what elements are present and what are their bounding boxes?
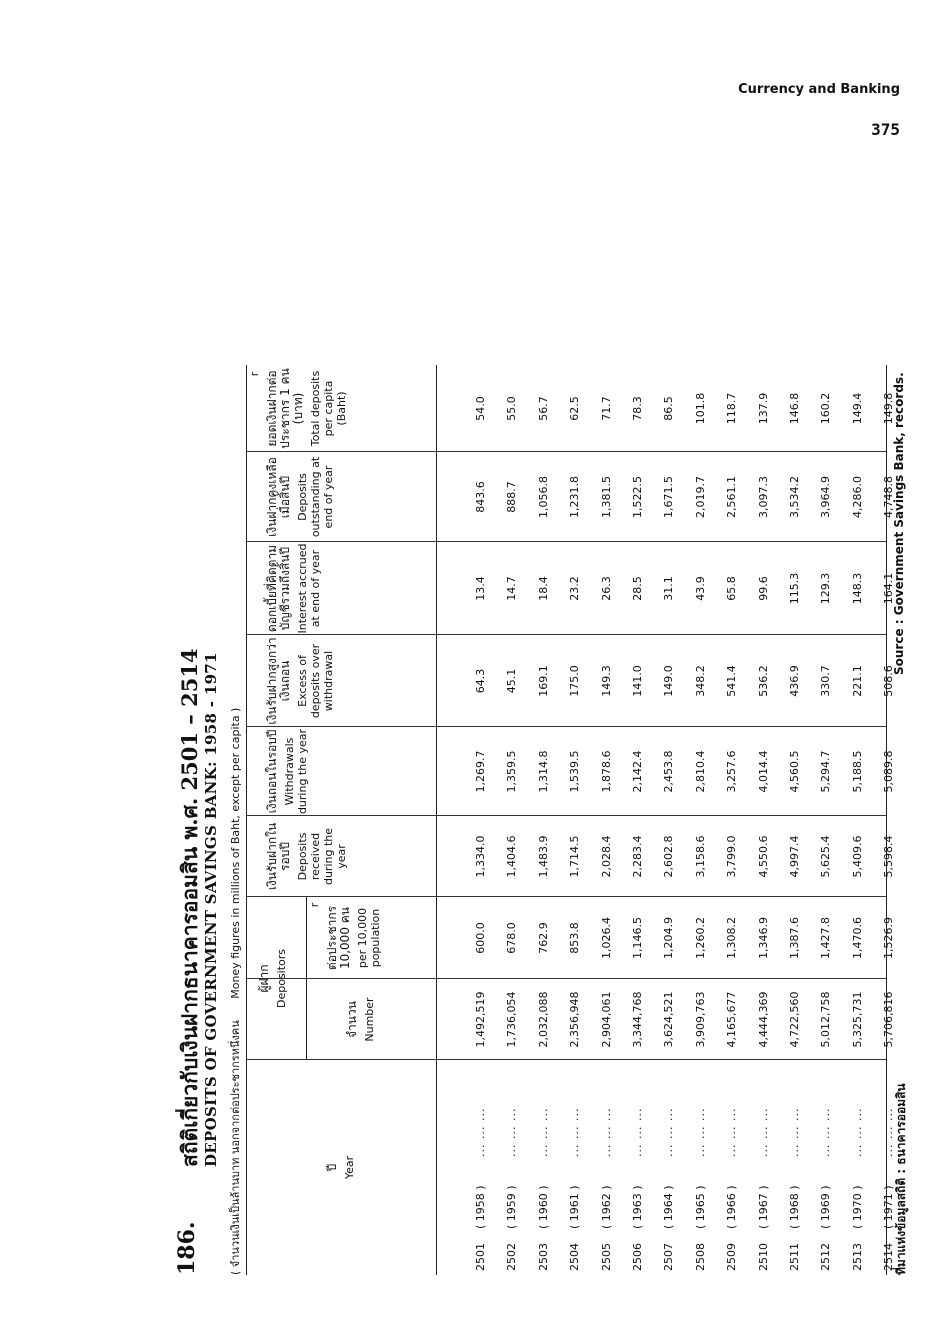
row-year-be: 2506 <box>631 1243 644 1271</box>
received-header <box>266 816 348 897</box>
cell-received: 5,598.4 <box>882 835 896 878</box>
cell-outstanding: 2,019.7 <box>693 476 707 518</box>
cell-interest: 23.2 <box>568 576 582 601</box>
row-year-ce: ( 1959 ) <box>505 1185 519 1229</box>
table-title-thai: สถิติเกี่ยวกับเงินฝากธนาคารออมสิน พ.ศ. 2501 – 2514 <box>177 648 202 1167</box>
cell-outstanding: 4,286.0 <box>850 476 864 518</box>
section-header: Currency and Banking <box>738 82 900 97</box>
depositors-header-thai: ผู้ฝาก <box>257 964 271 993</box>
cell-number: 3,624,521 <box>662 991 676 1048</box>
cell-percapita: 86.5 <box>662 396 676 421</box>
cell-per10000: 1,526.9 <box>882 917 896 959</box>
cell-percapita: 118.7 <box>725 392 739 425</box>
number-header <box>346 979 376 1060</box>
cell-withdrawals: 4,560.5 <box>788 750 801 793</box>
cell-received: 4,550.6 <box>756 835 770 878</box>
cell-outstanding: 1,056.8 <box>536 476 550 518</box>
received-header-english: Deposits received during the year <box>296 827 348 886</box>
year-header-english: Year <box>343 1155 356 1180</box>
interest-header-thai: ดอกเบี้ยที่คิดตามบัญชีรวมถึงสิ้นปี <box>265 544 292 633</box>
year-header <box>326 1060 356 1275</box>
row-year-ce: ( 1970 ) <box>850 1185 864 1229</box>
withdrawals-header <box>266 727 309 816</box>
table-number: 186. <box>174 1221 200 1275</box>
row-year-be: 2507 <box>662 1243 676 1271</box>
withdrawals-header-thai: เงินถอนในรอบปี <box>265 729 279 814</box>
cell-excess: 330.7 <box>819 665 833 697</box>
row-year-ce: ( 1967 ) <box>756 1185 770 1229</box>
source-thai: ที่มาแห่งข้อมูลสถิติ : ธนาคารออมสิน <box>894 1083 908 1275</box>
row-year-ce: ( 1961 ) <box>568 1185 582 1229</box>
cell-outstanding: 4,748.8 <box>882 476 896 518</box>
cell-per10000: 1,470.6 <box>850 917 864 959</box>
cell-interest: 129.3 <box>819 572 833 605</box>
cell-percapita: 149.8 <box>882 392 896 425</box>
percapita-header <box>266 365 348 452</box>
number-header-english: Number <box>363 997 376 1042</box>
per10000-header-english: per 10,000 population <box>356 907 382 969</box>
cell-per10000: 1,346.9 <box>756 917 770 959</box>
cell-excess: 541.4 <box>725 665 739 697</box>
cell-withdrawals: 1,539.5 <box>568 750 582 793</box>
cell-per10000: 1,308.2 <box>725 917 739 959</box>
row-leader-dots: ... ... ... <box>662 1107 676 1157</box>
row-year-ce: ( 1962 ) <box>599 1185 613 1229</box>
row-leader-dots: ... ... ... <box>536 1107 550 1157</box>
row-leader-dots: ... ... ... <box>568 1107 582 1157</box>
cell-outstanding: 888.7 <box>505 481 519 513</box>
number-header-thai: จำนวน <box>345 1001 359 1038</box>
row-year-ce: ( 1965 ) <box>693 1185 707 1229</box>
cell-excess: 45.1 <box>505 668 519 694</box>
row-year-ce: ( 1966 ) <box>725 1185 739 1229</box>
revised-mark-per10000: r <box>308 902 321 908</box>
withdrawals-header-english: Withdrawals during the year <box>283 728 309 815</box>
cell-outstanding: 1,231.8 <box>568 476 582 518</box>
revised-mark-percapita: r <box>248 371 261 377</box>
cell-outstanding: 1,671.5 <box>662 476 676 518</box>
row-year-be: 2503 <box>536 1243 550 1271</box>
cell-number: 4,444,369 <box>756 991 770 1048</box>
percapita-header-english: Total deposits per capita (Baht) <box>309 370 348 447</box>
units-note-english: Money figures in millions of Baht, except per capita ) <box>229 707 242 999</box>
cell-received: 5,625.4 <box>819 835 833 878</box>
row-year-ce: ( 1958 ) <box>474 1185 487 1229</box>
cell-percapita: 71.7 <box>599 396 613 421</box>
cell-percapita: 62.5 <box>568 396 582 421</box>
cell-interest: 26.3 <box>599 576 613 601</box>
row-year-be: 2510 <box>756 1243 770 1271</box>
per10000-header-thai: ต่อประชากร 10,000 คน <box>325 905 352 971</box>
row-leader-dots: ... ... ... <box>756 1107 770 1157</box>
cell-interest: 115.3 <box>788 572 801 605</box>
cell-excess: 149.3 <box>599 665 613 697</box>
cell-withdrawals: 5,089.8 <box>882 750 896 793</box>
cell-interest: 31.1 <box>662 576 676 601</box>
row-year-be: 2508 <box>693 1243 707 1271</box>
per10000-header <box>326 897 382 979</box>
row-leader-dots: ... ... ... <box>474 1107 487 1157</box>
cell-outstanding: 1,381.5 <box>599 476 613 518</box>
cell-excess: 141.0 <box>631 665 644 697</box>
received-header-thai: เงินรับฝากในรอบปี <box>265 822 292 891</box>
row-leader-dots: ... ... ... <box>819 1107 833 1157</box>
outstanding-header <box>266 452 335 542</box>
cell-withdrawals: 2,810.4 <box>693 750 707 793</box>
table-top-rule <box>246 365 247 1275</box>
cell-outstanding: 1,522.5 <box>631 476 644 518</box>
cell-per10000: 1,026.4 <box>599 917 613 959</box>
depositors-header-english: Depositors <box>275 948 288 1009</box>
cell-per10000: 1,387.6 <box>788 917 801 959</box>
cell-withdrawals: 4,014.4 <box>756 750 770 793</box>
cell-received: 1,404.6 <box>505 835 519 878</box>
cell-outstanding: 3,964.9 <box>819 476 833 518</box>
cell-per10000: 600.0 <box>474 922 487 954</box>
cell-excess: 536.2 <box>756 665 770 697</box>
row-year-be: 2511 <box>788 1243 801 1271</box>
cell-percapita: 160.2 <box>819 392 833 425</box>
cell-number: 1,492,519 <box>474 991 487 1048</box>
cell-interest: 43.9 <box>693 576 707 601</box>
cell-outstanding: 843.6 <box>474 481 487 513</box>
row-year-be: 2502 <box>505 1243 519 1271</box>
cell-interest: 14.7 <box>505 576 519 601</box>
cell-interest: 148.3 <box>850 572 864 605</box>
cell-number: 2,356,948 <box>568 991 582 1048</box>
row-leader-dots: ... ... ... <box>788 1107 801 1157</box>
cell-received: 1,483.9 <box>536 835 550 878</box>
row-year-ce: ( 1971 ) <box>882 1185 896 1229</box>
cell-withdrawals: 2,142.4 <box>631 750 644 793</box>
cell-number: 2,904,061 <box>599 991 613 1048</box>
cell-received: 2,028.4 <box>599 835 613 878</box>
row-year-be: 2514 <box>882 1243 896 1271</box>
cell-percapita: 146.8 <box>788 392 801 425</box>
units-note-thai: ( จำนวนเงินเป็นล้านบาท นอกจากต่อประชากรหนึ่งคน <box>229 1020 242 1275</box>
cell-outstanding: 3,097.3 <box>756 476 770 518</box>
interest-header-english: Interest accrued at end of year <box>296 543 322 634</box>
cell-per10000: 1,260.2 <box>693 917 707 959</box>
cell-withdrawals: 1,359.5 <box>505 750 519 793</box>
cell-received: 2,602.8 <box>662 835 676 878</box>
source-english: Source : Government Savings Bank, records. <box>892 372 906 675</box>
cell-number: 5,325,731 <box>850 991 864 1048</box>
rotated-table-block <box>174 125 914 1275</box>
row-leader-dots: ... ... ... <box>693 1107 707 1157</box>
excess-header <box>266 635 335 727</box>
cell-per10000: 678.0 <box>505 922 519 954</box>
cell-received: 4,997.4 <box>788 835 801 878</box>
row-leader-dots: ... ... ... <box>882 1107 896 1157</box>
table-title-english: DEPOSITS OF GOVERNMENT SAVINGS BANK: 1958 - 1971 <box>202 652 220 1167</box>
cell-number: 5,012,758 <box>819 991 833 1048</box>
row-year-be: 2505 <box>599 1243 613 1271</box>
excess-header-thai: เงินรับฝากสูงกว่าเงินถอน <box>265 637 292 725</box>
row-year-be: 2513 <box>850 1243 864 1271</box>
cell-interest: 99.6 <box>756 576 770 601</box>
cell-percapita: 137.9 <box>756 392 770 425</box>
cell-number: 1,736,054 <box>505 991 519 1048</box>
cell-received: 1,334.0 <box>474 835 487 878</box>
cell-excess: 64.3 <box>474 668 487 694</box>
units-note <box>226 690 244 1275</box>
cell-interest: 28.5 <box>631 576 644 601</box>
cell-percapita: 55.0 <box>505 396 519 421</box>
row-year-be: 2512 <box>819 1243 833 1271</box>
row-leader-dots: ... ... ... <box>725 1107 739 1157</box>
cell-per10000: 762.9 <box>536 922 550 954</box>
cell-interest: 18.4 <box>536 576 550 601</box>
cell-excess: 348.2 <box>693 665 707 697</box>
cell-number: 4,722,560 <box>788 991 801 1048</box>
cell-withdrawals: 3,257.6 <box>725 750 739 793</box>
cell-number: 5,706,816 <box>882 991 896 1048</box>
row-year-ce: ( 1963 ) <box>631 1185 644 1229</box>
cell-percapita: 54.0 <box>474 396 487 421</box>
cell-withdrawals: 5,188.5 <box>850 750 864 793</box>
cell-excess: 508.6 <box>882 665 896 697</box>
row-leader-dots: ... ... ... <box>599 1107 613 1157</box>
cell-received: 2,283.4 <box>631 835 644 878</box>
outstanding-header-english: Deposits outstanding at end of year <box>296 456 335 538</box>
row-year-be: 2504 <box>568 1243 582 1271</box>
row-year-be: 2501 <box>474 1243 487 1271</box>
excess-header-english: Excess of deposits over withdrawal <box>296 643 335 719</box>
cell-outstanding: 2,561.1 <box>725 476 739 518</box>
cell-number: 3,344,768 <box>631 991 644 1048</box>
cell-number: 4,165,677 <box>725 991 739 1048</box>
cell-interest: 164.1 <box>882 572 896 605</box>
page-number: 375 <box>871 120 900 139</box>
cell-withdrawals: 5,294.7 <box>819 750 833 793</box>
cell-excess: 436.9 <box>788 665 801 697</box>
cell-percapita: 149.4 <box>850 392 864 425</box>
row-year-ce: ( 1969 ) <box>819 1185 833 1229</box>
cell-per10000: 853.8 <box>568 922 582 954</box>
cell-percapita: 78.3 <box>631 396 644 421</box>
row-year-ce: ( 1960 ) <box>536 1185 550 1229</box>
cell-excess: 175.0 <box>568 665 582 697</box>
cell-excess: 149.0 <box>662 665 676 697</box>
cell-received: 3,158.6 <box>693 835 707 878</box>
cell-withdrawals: 1,878.6 <box>599 750 613 793</box>
cell-received: 1,714.5 <box>568 835 582 878</box>
interest-header <box>266 542 322 635</box>
row-leader-dots: ... ... ... <box>631 1107 644 1157</box>
percapita-header-thai: ยอดเงินฝากต่อประชากร 1 คน (บาท) <box>265 368 305 449</box>
cell-number: 2,032,088 <box>536 991 550 1048</box>
cell-interest: 13.4 <box>474 576 487 601</box>
cell-withdrawals: 1,314.8 <box>536 750 550 793</box>
cell-number: 3,909,763 <box>693 991 707 1048</box>
row-leader-dots: ... ... ... <box>850 1107 864 1157</box>
cell-per10000: 1,146.5 <box>631 917 644 959</box>
cell-percapita: 101.8 <box>693 392 707 425</box>
row-year-ce: ( 1968 ) <box>788 1185 801 1229</box>
cell-withdrawals: 1,269.7 <box>474 750 487 793</box>
cell-outstanding: 3,534.2 <box>788 476 801 518</box>
row-year-be: 2509 <box>725 1243 739 1271</box>
year-header-thai: ปี <box>325 1163 339 1172</box>
cell-excess: 221.1 <box>850 665 864 697</box>
cell-per10000: 1,204.9 <box>662 917 676 959</box>
row-year-ce: ( 1964 ) <box>662 1185 676 1229</box>
header-bottom-rule <box>436 365 437 1275</box>
cell-per10000: 1,427.8 <box>819 917 833 959</box>
row-leader-dots: ... ... ... <box>505 1107 519 1157</box>
cell-interest: 65.8 <box>725 576 739 601</box>
depositors-header <box>258 897 288 1060</box>
outstanding-header-thai: เงินฝากคงเหลือเมื่อสิ้นปี <box>265 457 292 537</box>
cell-excess: 169.1 <box>536 665 550 697</box>
cell-received: 5,409.6 <box>850 835 864 878</box>
cell-received: 3,799.0 <box>725 835 739 878</box>
cell-percapita: 56.7 <box>536 396 550 421</box>
cell-withdrawals: 2,453.8 <box>662 750 676 793</box>
